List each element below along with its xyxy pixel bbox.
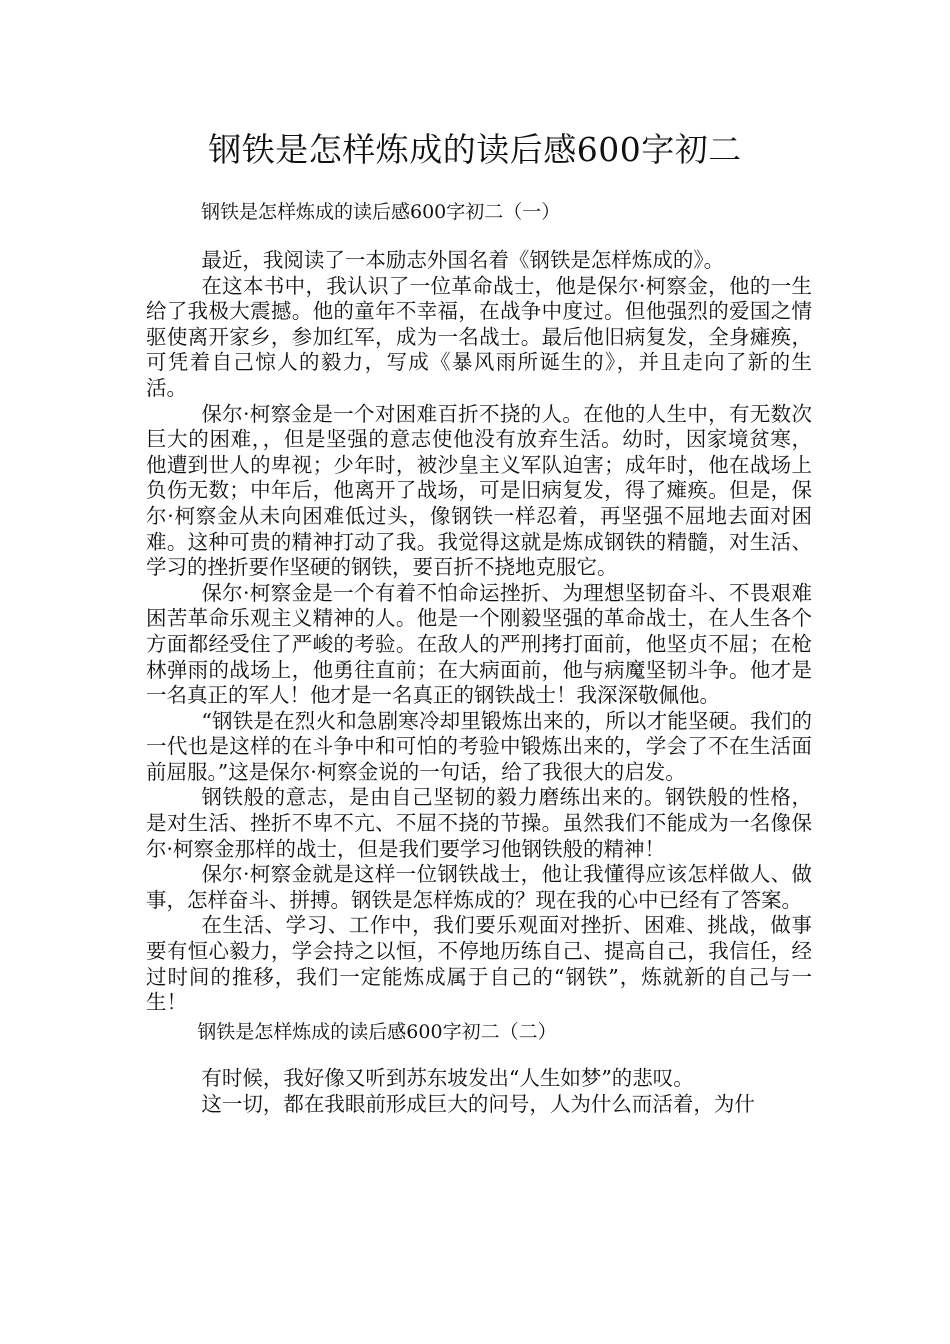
section-heading: 钢铁是怎样炼成的读后感600字初二（一） — [201, 201, 561, 223]
paragraph: 在生活、学习、工作中，我们要乐观面对挫折、困难、挑战，做事要有恒心毅力，学会持之以恒，不停地历练自己、提高自己，我信任，经过时间的推移，我们一定能炼成属于自己的“钢铁”，炼就新的自己与一生！ — [146, 913, 812, 1015]
paragraph: 钢铁般的意志，是由自己坚韧的毅力磨练出来的。钢铁般的性格，是对生活、挫折不卑不亢、不屈不挠的节操。虽然我们不能成为一名像保尔·柯察金那样的战士，但是我们要学习他钢铁般的精神！ — [146, 785, 812, 861]
paragraph: 保尔·柯察金是一个有着不怕命运挫折、为理想坚韧奋斗、不畏艰难困苦革命乐观主义精神的人。他是一个刚毅坚强的革命战士，在人生各个方面都经受住了严峻的考验。在敌人的严刑拷打面前，他坚贞不屈；在枪林弹雨的战场上，他勇往直前；在大病面前，他与病魔坚韧斗争。他才是一名真正的军人！他才是一名真正的钢铁战士！我深深敬佩他。 — [146, 580, 812, 708]
paragraph: 最近，我阅读了一本励志外国名着《钢铁是怎样炼成的》。 — [201, 248, 725, 272]
paragraph: 在这本书中，我认识了一位革命战士，他是保尔·柯察金，他的一生给了我极大震撼。他的童年不幸福，在战争中度过。但他强烈的爱国之情驱使离开家乡，参加红军，成为一名战士。最后他旧病复发，全身瘫痪，可凭着自己惊人的毅力，写成《暴风雨所诞生的》，并且走向了新的生活。 — [146, 273, 812, 400]
paragraph: 保尔·柯察金是一个对困难百折不挠的人。在他的人生中，有无数次巨大的困难，，但是坚强的意志使他没有放弃生活。幼时，因家境贫寒，他遭到世人的卑视；少年时，被沙皇主义军队迫害；成年时，他在战场上负伤无数；中年后，他离开了战场，可是旧病复发，得了瘫痪。但是，保尔·柯察金从未向困难低过头，像钢铁一样忍着，再坚强不屈地去面对困难。这种可贵的精神打动了我。我觉得这就是炼成钢铁的精髓，对生活、学习的挫折要作坚硬的钢铁，要百折不挠地克服它。 — [146, 401, 812, 580]
paragraph: 有时候，我好像又听到苏东坡发出“人生如梦”的悲叹。 — [201, 1066, 694, 1091]
document-title: 钢铁是怎样炼成的读后感600字初二 — [208, 130, 742, 169]
section-heading: 钢铁是怎样炼成的读后感600字初二（二） — [197, 1020, 557, 1043]
paragraph: 保尔·柯察金就是这样一位钢铁战士，他让我懂得应该怎样做人、做事，怎样奋斗、拼搏。钢铁是怎样炼成的？现在我的心中已经有了答案。 — [146, 862, 812, 912]
paragraph: “钢铁是在烈火和急剧寒冷却里锻炼出来的，所以才能坚硬。我们的一代也是这样的在斗争中和可怕的考验中锻炼出来的，学会了不在生活面前屈服。”这是保尔·柯察金说的一句话，给了我很大的启发。 — [146, 708, 812, 784]
paragraph: 这一切，都在我眼前形成巨大的问号，人为什么而活着，为什 — [201, 1092, 755, 1116]
document-body — [146, 248, 812, 1118]
